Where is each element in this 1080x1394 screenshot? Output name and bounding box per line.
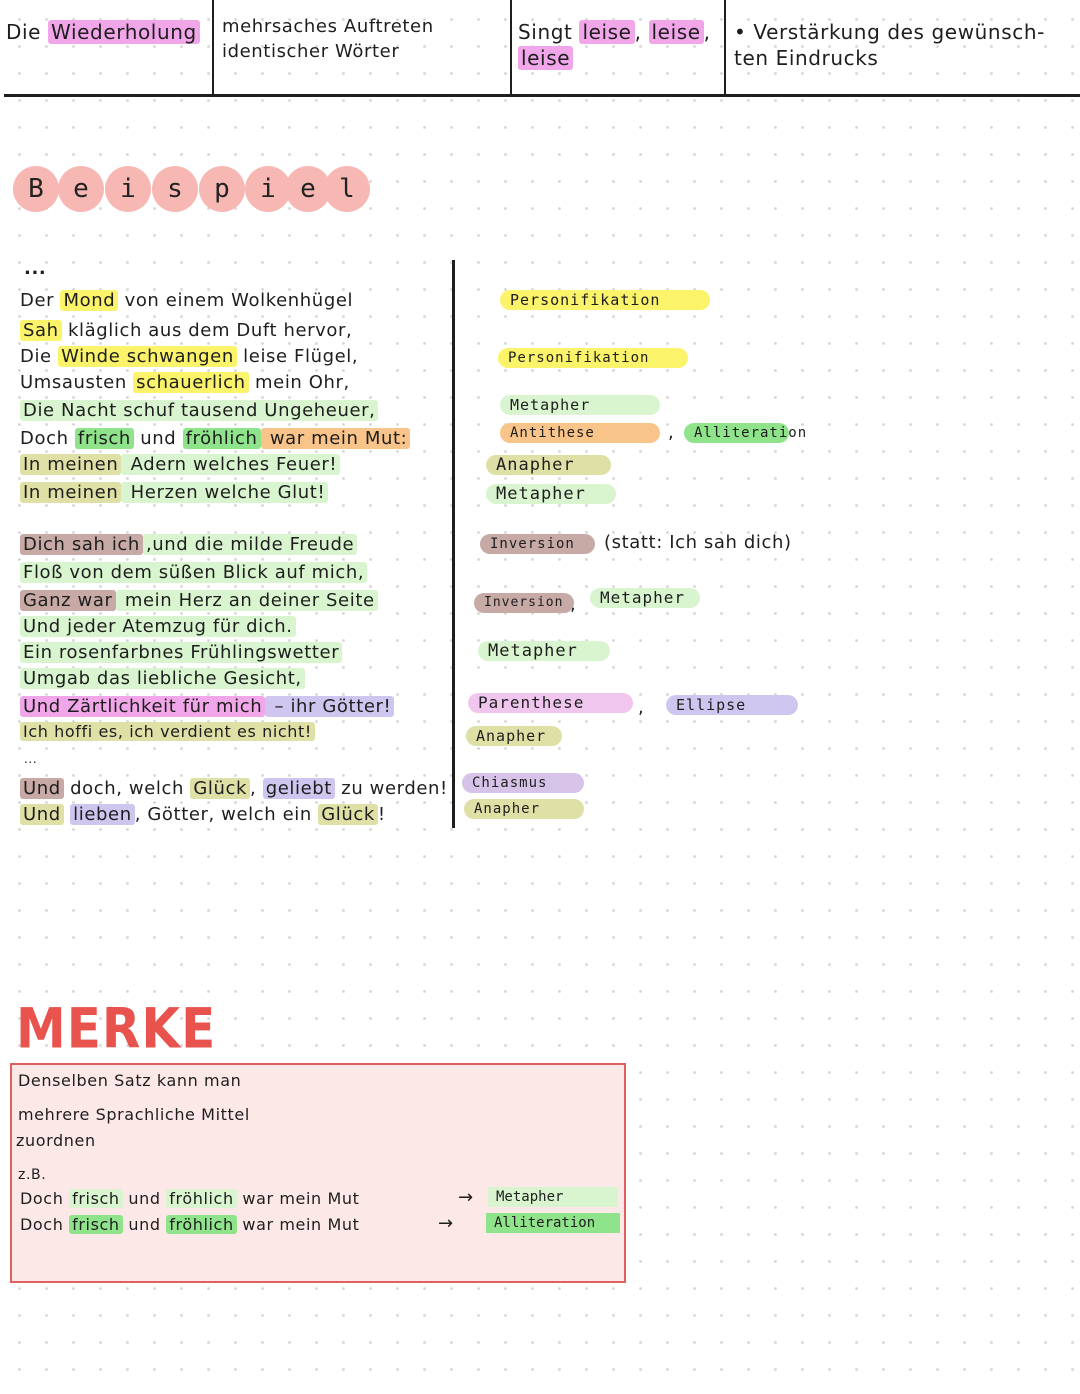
- arrow-icon: →: [458, 1187, 474, 1208]
- label-separator: ,: [570, 594, 577, 615]
- poem-text: zu werden!: [334, 778, 448, 799]
- poem-text: mein Ohr,: [248, 372, 350, 393]
- beispiel-letter: s: [152, 166, 198, 212]
- poem-line: [20, 400, 378, 421]
- poem-line: [20, 696, 394, 717]
- label-separator: ,: [638, 697, 645, 718]
- label-antithese: Antithese: [500, 423, 660, 443]
- poem-text: kläglich aus dem Duft hervor,: [61, 320, 353, 341]
- label-anapher-1: Anapher: [486, 455, 611, 475]
- label-personifikation-2: Personifikation: [498, 348, 688, 368]
- header-effect: • Verstärkung des gewünsch- ten Eindrucks: [734, 20, 1045, 70]
- poem-line: [20, 562, 367, 583]
- label-metapher-1: Metapher: [500, 395, 660, 415]
- label-inversion-2: Inversion: [474, 593, 574, 613]
- poem-line: [20, 668, 305, 689]
- arrow-icon: →: [438, 1213, 454, 1234]
- highlighted-phrase: Die Nacht schuf tausend Ungeheuer,: [20, 400, 378, 421]
- poem-line: [20, 320, 352, 341]
- label-parenthese: Parenthese: [468, 693, 633, 713]
- label-metapher-3: Metapher: [590, 588, 700, 608]
- beispiel-letter: B: [13, 166, 59, 212]
- poem-text: !: [377, 804, 386, 825]
- poem-line: [20, 534, 357, 555]
- beispiel-letter: i: [245, 166, 291, 212]
- poem-text: leise Flügel,: [236, 346, 359, 367]
- beispiel-letter: l: [324, 166, 370, 212]
- poem-line: [20, 482, 328, 503]
- poem-line: [20, 428, 410, 449]
- highlighted-phrase: Glück: [190, 778, 250, 799]
- label-inversion-1: Inversion: [480, 534, 595, 554]
- header-term: Die Wiederholung: [6, 20, 200, 44]
- highlighted-phrase: lieben: [70, 804, 135, 825]
- poem-line: [20, 590, 378, 611]
- highlighted-phrase: – ihr Götter!: [265, 696, 394, 717]
- beispiel-letter: e: [285, 166, 331, 212]
- highlighted-phrase: frisch: [75, 428, 134, 449]
- merke-text-2: mehrere Sprachliche Mittel: [18, 1105, 250, 1124]
- highlighted-phrase: war mein Mut:: [261, 428, 411, 449]
- poem-line: [20, 722, 315, 741]
- highlighted-phrase: Mond: [60, 290, 118, 311]
- highlighted-phrase: Dich sah ich: [20, 534, 143, 555]
- poem-text: ,: [250, 778, 263, 799]
- label-inversion-note: (statt: Ich sah dich): [604, 532, 792, 553]
- merke-box: [10, 1063, 626, 1283]
- poem-line: [20, 616, 296, 637]
- beispiel-letter: e: [58, 166, 104, 212]
- poem-ellipsis-mid: ...: [24, 752, 38, 766]
- highlighted-phrase: Floß von dem süßen Blick auf mich,: [20, 562, 367, 583]
- highlighted-phrase: Und Zärtlichkeit für mich: [20, 696, 265, 717]
- merke-text-1: Denselben Satz kann man: [18, 1071, 242, 1090]
- beispiel-letter: i: [105, 166, 151, 212]
- highlighted-phrase: In meinen: [20, 482, 121, 503]
- merke-text-3: zuordnen: [16, 1131, 96, 1150]
- poem-line: [20, 454, 340, 475]
- highlighted-phrase: In meinen: [20, 454, 121, 475]
- highlighted-phrase: Ein rosenfarbnes Frühlingswetter: [20, 642, 342, 663]
- highlighted-phrase: Herzen welche Glut!: [121, 482, 328, 503]
- label-separator: ,: [668, 422, 675, 443]
- poem-ellipsis-top: ...: [24, 258, 47, 279]
- highlighted-phrase: Adern welches Feuer!: [121, 454, 340, 475]
- highlighted-phrase: Und jeder Atemzug für dich.: [20, 616, 296, 637]
- poem-text: Der: [20, 290, 61, 311]
- merke-title: MERKE: [16, 997, 217, 1061]
- highlighted-phrase: Ich hoffi es, ich verdient es nicht!: [20, 722, 315, 741]
- label-anapher-3: Anapher: [464, 799, 584, 819]
- highlighted-phrase: Umgab das liebliche Gesicht,: [20, 668, 305, 689]
- highlighted-phrase: Glück: [318, 804, 378, 825]
- header-bottom-rule: [4, 94, 1080, 97]
- merke-label-alliteration: Alliteration: [486, 1213, 620, 1233]
- highlighted-phrase: Ganz war: [20, 590, 116, 611]
- poem-line: [20, 346, 358, 367]
- poem-line: [20, 290, 353, 311]
- poem-text: Doch: [20, 428, 75, 449]
- header-divider-1: [212, 0, 214, 96]
- column-divider: [452, 260, 455, 828]
- header-definition: mehrsaches Auftreten identischer Wörter: [222, 16, 434, 62]
- highlighted-phrase: Winde schwangen: [58, 346, 237, 367]
- header-example: Singt leise , leise , leise: [518, 20, 711, 70]
- poem-line: [20, 804, 386, 825]
- label-ellipse: Ellipse: [666, 695, 798, 715]
- term-highlight: Wiederholung: [48, 20, 200, 44]
- poem-text: Umsausten: [20, 372, 134, 393]
- poem-line: [20, 372, 350, 393]
- highlighted-phrase: Sah: [20, 320, 62, 341]
- highlighted-phrase: schauerlich: [133, 372, 249, 393]
- highlighted-phrase: Und: [20, 778, 64, 799]
- poem-text: , Götter, welch ein: [134, 804, 319, 825]
- poem-line: [20, 778, 448, 799]
- poem-text: von einem Wolkenhügel: [118, 290, 354, 311]
- merke-example-1: Doch frisch und fröhlich war mein Mut: [20, 1189, 360, 1208]
- merke-example-2: Doch frisch und fröhlich war mein Mut: [20, 1215, 360, 1234]
- label-metapher-2: Metapher: [486, 484, 616, 504]
- poem-text: doch, welch: [63, 778, 191, 799]
- label-alliteration: Alliteration: [684, 423, 789, 443]
- label-chiasmus: Chiasmus: [462, 773, 584, 793]
- merke-label-metapher: Metapher: [488, 1187, 618, 1207]
- header-divider-2: [510, 0, 512, 96]
- poem-line: [20, 642, 342, 663]
- highlighted-phrase: geliebt: [263, 778, 335, 799]
- poem-text: Die: [20, 346, 59, 367]
- label-metapher-4: Metapher: [478, 641, 610, 661]
- label-anapher-2: Anapher: [466, 726, 562, 746]
- beispiel-letter: p: [199, 166, 245, 212]
- header-divider-3: [724, 0, 726, 96]
- highlighted-phrase: Und: [20, 804, 64, 825]
- label-personifikation-1: Personifikation: [500, 290, 710, 310]
- highlighted-phrase: mein Herz an deiner Seite: [116, 590, 378, 611]
- poem-text: und: [133, 428, 183, 449]
- highlighted-phrase: fröhlich: [183, 428, 261, 449]
- highlighted-phrase: ,und die milde Freude: [143, 534, 357, 555]
- merke-zb: z.B.: [18, 1167, 47, 1183]
